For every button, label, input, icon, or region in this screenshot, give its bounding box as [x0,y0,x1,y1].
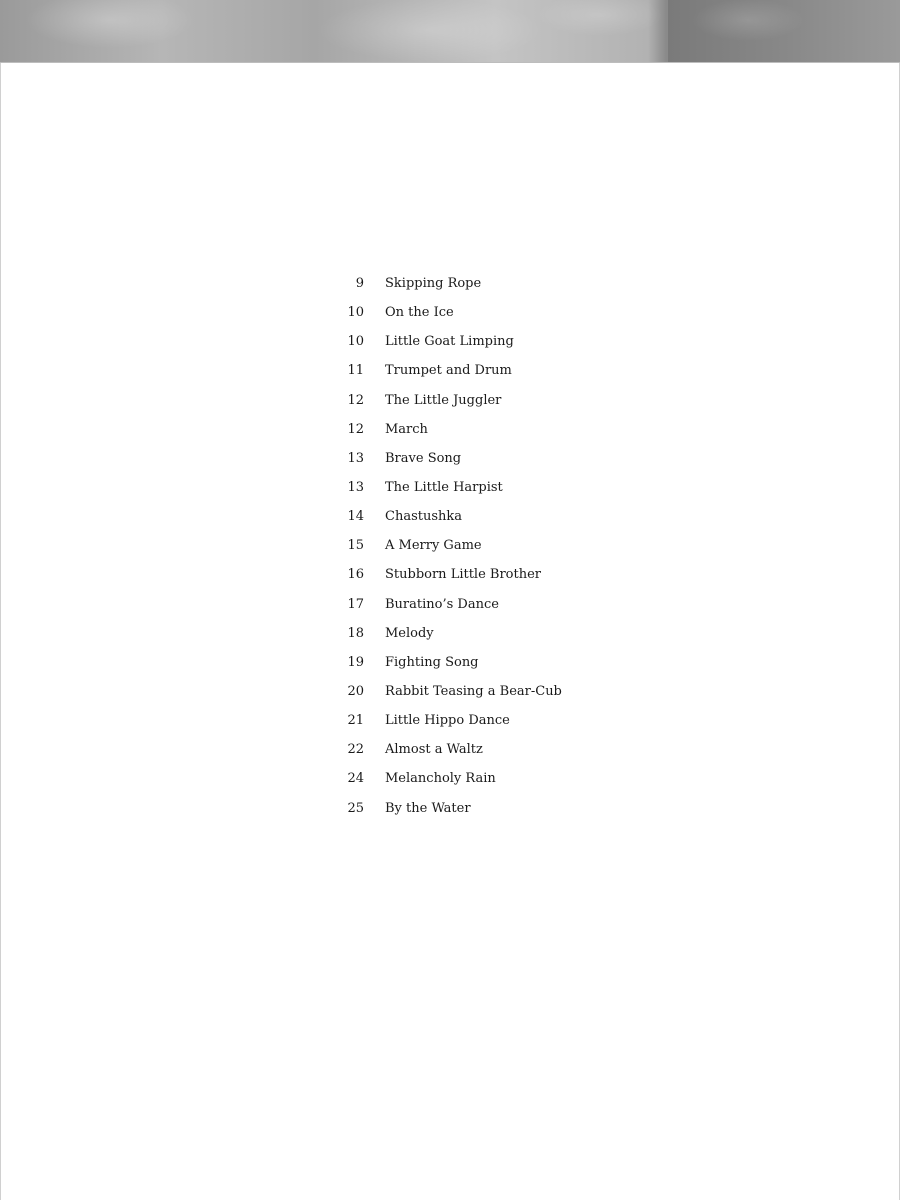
toc-entry [330,276,562,305]
toc-entry [330,742,562,771]
toc-entry [330,597,562,626]
toc-entry [330,538,562,567]
toc-page-number: 16 [347,567,364,583]
toc-title: Rabbit Teasing a Bear-Cub [385,683,562,699]
toc-title: Almost a Waltz [385,742,483,758]
toc-title: On the Ice [385,305,454,321]
toc-title: A Merry Game [385,538,482,554]
toc-page-number: 11 [347,363,364,379]
header-divider [0,62,900,63]
toc-entry [330,363,562,392]
toc-title: The Little Juggler [385,392,502,408]
toc-title: March [385,421,428,437]
toc-entry [330,713,562,742]
toc-entry [330,451,562,480]
toc-entry [330,393,562,422]
table-of-contents [330,276,562,830]
toc-title: Melody [385,625,434,641]
toc-page-number: 24 [347,771,364,787]
toc-page-number: 20 [347,683,364,699]
toc-title: Brave Song [385,450,462,466]
toc-entry [330,801,562,830]
toc-page-number: 14 [347,509,364,525]
header-image-band [0,0,900,62]
toc-entry [330,655,562,684]
toc-entry [330,684,562,713]
toc-entry [330,626,562,655]
toc-title: Little Goat Limping [385,334,514,350]
toc-page-number: 22 [347,742,364,758]
toc-entry [330,334,562,363]
toc-title: Stubborn Little Brother [385,567,542,583]
toc-entry [330,509,562,538]
toc-entry [330,771,562,800]
toc-page-number: 17 [347,596,364,612]
toc-entry [330,480,562,509]
toc-page-number: 18 [347,625,364,641]
header-image-right-panel [668,0,900,62]
toc-title: The Little Harpist [385,479,503,495]
toc-entry [330,567,562,596]
toc-page-number: 13 [347,450,364,466]
toc-page-number: 10 [347,305,364,321]
toc-title: Chastushka [385,509,463,525]
toc-page-number: 21 [347,713,364,729]
toc-page-number: 25 [347,800,364,816]
toc-page-number: 15 [347,538,364,554]
toc-page-number: 10 [347,334,364,350]
toc-title: Little Hippo Dance [385,713,510,729]
toc-title: Skipping Rope [385,276,482,291]
toc-title: By the Water [385,800,471,816]
toc-page-number: 9 [355,276,364,291]
toc-page-number: 12 [347,421,364,437]
toc-title: Melancholy Rain [385,771,496,787]
toc-entry [330,305,562,334]
toc-entry [330,422,562,451]
toc-title: Buratino’s Dance [385,596,499,612]
toc-page-number: 19 [347,654,364,670]
toc-page-number: 13 [347,479,364,495]
page-left-edge [0,0,1,1200]
toc-title: Fighting Song [385,654,479,670]
toc-title: Trumpet and Drum [385,363,512,379]
toc-page-number: 12 [347,392,364,408]
